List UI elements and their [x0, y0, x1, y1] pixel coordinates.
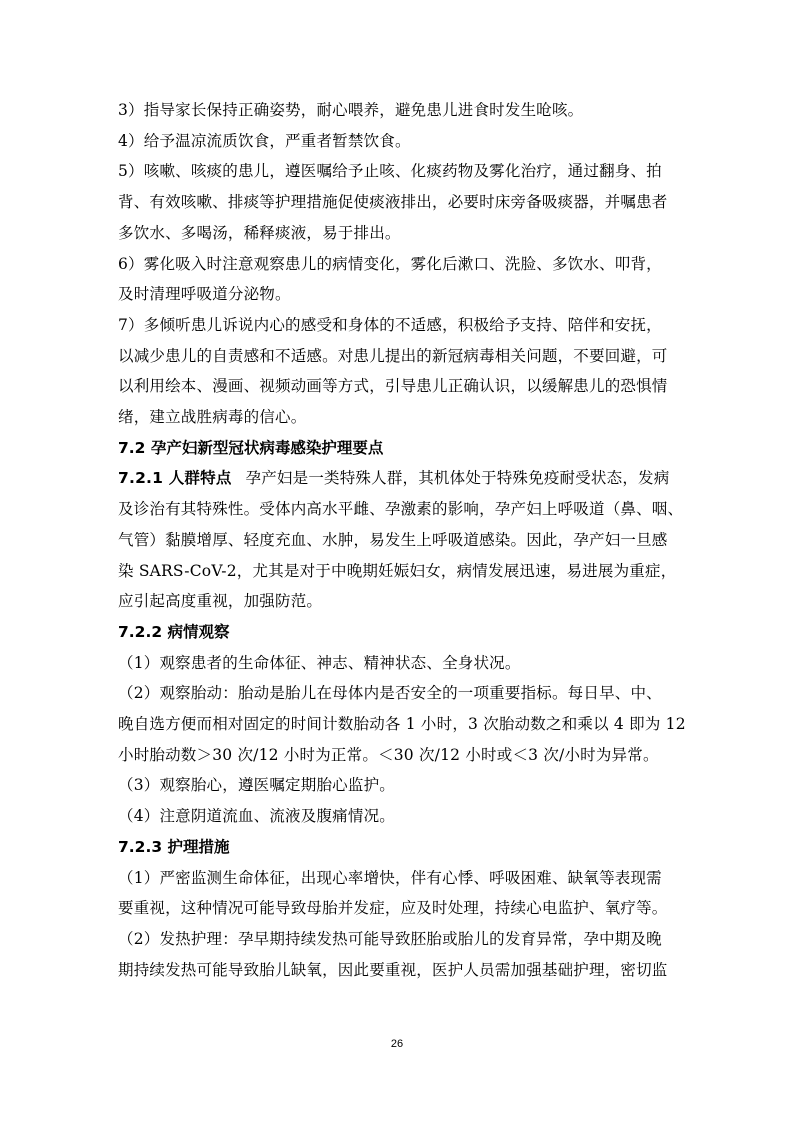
subsection-7-2-1-first-line: [118, 463, 678, 494]
text-line: 3）指导家长保持正确姿势，耐心喂养，避免患儿进食时发生呛咳。: [118, 101, 584, 119]
text-line: 及诊治有其特殊性。受体内高水平雌、孕激素的影响，孕产妇上呼吸道（鼻、咽、: [118, 500, 684, 519]
text-line: 4）给予温凉流质饮食，严重者暂禁饮食。: [118, 131, 411, 150]
text-line: 小时胎动数＞30 次/12 小时为正常。＜30 次/12 小时或＜3 次/小时为异常。: [118, 745, 659, 764]
text-line: （1）严密监测生命体征，出现心率增快，伴有心悸、呼吸困难、缺氧等表现需: [118, 868, 662, 887]
text-line: （4）注意阴道流血、流液及腹痛情况。: [118, 807, 395, 826]
text-line: 以减少患儿的自责感和不适感。对患儿提出的新冠病毒相关问题，不要回避，可: [118, 346, 668, 365]
text-line: 以利用绘本、漫画、视频动画等方式，引导患儿正确认识，以缓解患儿的恐惧情: [118, 377, 668, 396]
text-line: 多饮水、多喝汤，稀释痰液，易于排出。: [118, 223, 401, 242]
text-line: （2）发热护理：孕早期持续发热可能导致胚胎或胎儿的发育异常，孕中期及晚: [118, 929, 662, 948]
text-line: 6）雾化吸入时注意观察患儿的病情变化，雾化后漱口、洗脸、多饮水、叩背，: [118, 254, 662, 273]
subsection-heading-7-2-1: 7.2.1 人群特点: [118, 469, 232, 488]
text-line: （3）观察胎心，遵医嘱定期胎心监护。: [118, 776, 395, 795]
text-line: 及时清理呼吸道分泌物。: [118, 285, 291, 304]
document-body: [118, 95, 686, 985]
text-line: （1）观察患者的生命体征、神志、精神状态、全身状况。: [118, 653, 521, 672]
page-number: 26: [390, 1038, 404, 1050]
text-line: 染 SARS-CoV-2，尤其是对于中晚期妊娠妇女，病情发展迅速，易进展为重症，: [118, 561, 677, 580]
section-heading-7-2: 7.2 孕产妇新型冠状病毒感染护理要点: [118, 438, 384, 457]
text-line: 5）咳嗽、咳痰的患儿，遵医嘱给予止咳、化痰药物及雾化治疗，通过翻身、拍: [118, 162, 662, 181]
text-line: 背、有效咳嗽、排痰等护理措施促使痰液排出，必要时床旁备吸痰器，并嘱患者: [118, 193, 668, 212]
text-line: 孕产妇是一类特殊人群，其机体处于特殊免疫耐受状态，发病: [245, 469, 670, 488]
text-line: 要重视，这种情况可能导致母胎并发症，应及时处理，持续心电监护、氧疗等。: [118, 899, 668, 918]
text-line: 期持续发热可能导致胎儿缺氧，因此要重视，医护人员需加强基础护理，密切监: [118, 960, 668, 979]
text-line: 应引起高度重视，加强防范。: [118, 592, 323, 611]
text-line: （2）观察胎动：胎动是胎儿在母体内是否安全的一项重要指标。每日早、中、: [118, 684, 662, 703]
text-line: 晚自选方便而相对固定的时间计数胎动各 1 小时，3 次胎动数之和乘以 4 即为 12: [118, 715, 686, 734]
text-line: 绪，建立战胜病毒的信心。: [118, 408, 307, 427]
text-line: 7）多倾听患儿诉说内心的感受和身体的不适感，积极给予支持、陪伴和安抚，: [118, 315, 662, 334]
text-line: 气管）黏膜增厚、轻度充血、水肿，易发生上呼吸道感染。因此，孕产妇一旦感: [118, 530, 668, 549]
subsection-heading-7-2-2: 7.2.2 病情观察: [118, 622, 230, 641]
subsection-heading-7-2-3: 7.2.3 护理措施: [118, 837, 230, 856]
